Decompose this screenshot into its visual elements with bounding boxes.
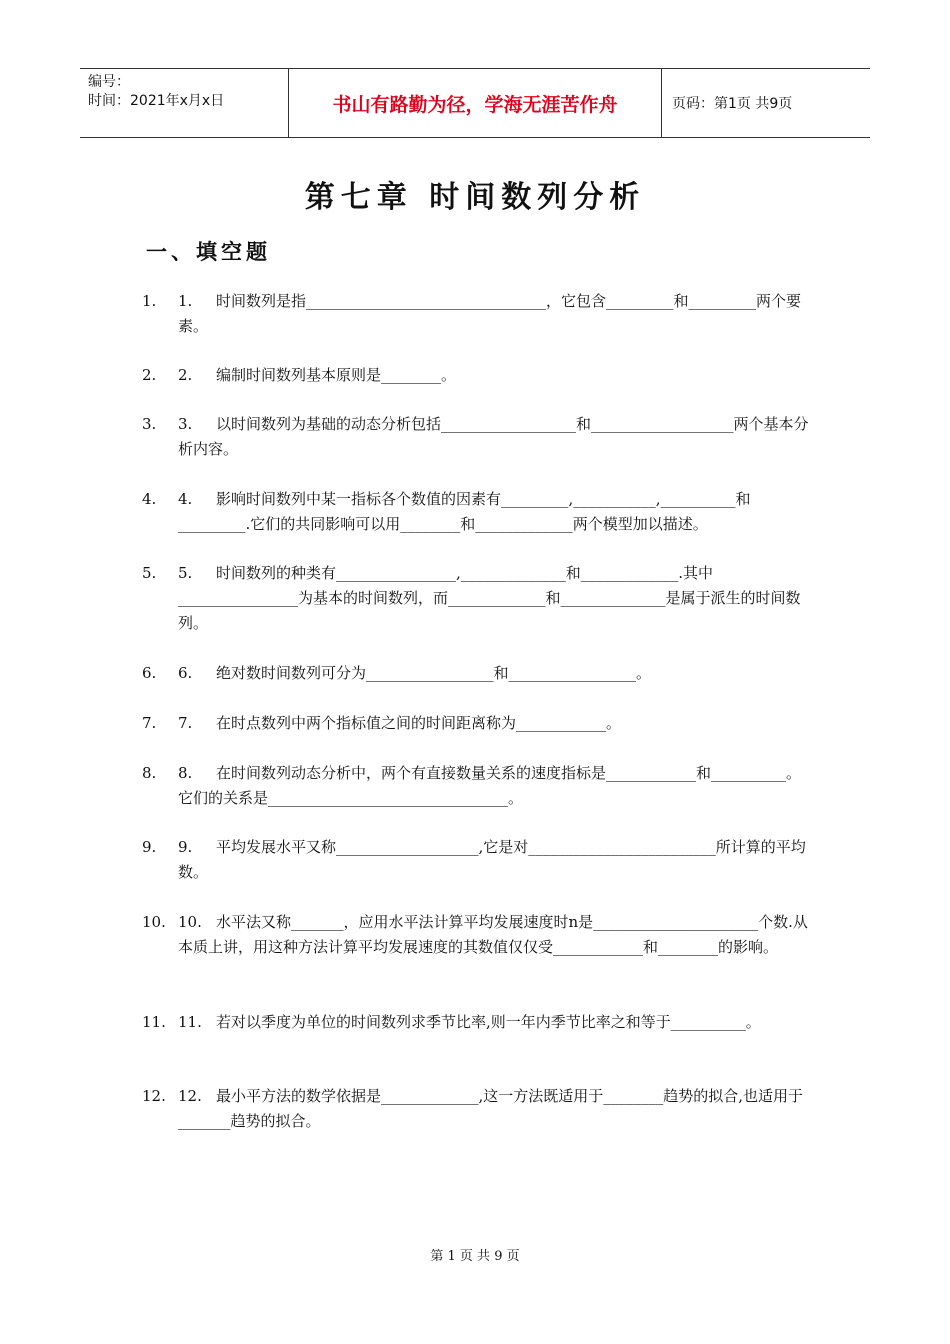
question-number: 11.: [142, 1013, 166, 1031]
question-number: 7.: [142, 714, 157, 732]
question-item: [142, 835, 814, 885]
question-subnumber: 3.: [178, 415, 193, 433]
question-subnumber: 11.: [178, 1013, 202, 1031]
question-number: 12.: [142, 1087, 166, 1105]
question-item: [142, 1010, 814, 1035]
question-item: [142, 412, 814, 462]
question-text: 影响时间数列中某一指标各个数值的因素有_________,___________,__________和_________.它们的共同影响可以用________和_____________两个模型加以描述。: [178, 490, 751, 533]
question-number: 1.: [142, 292, 157, 310]
question-subnumber: 1.: [178, 292, 193, 310]
question-item: [142, 910, 814, 960]
question-item: [142, 487, 814, 537]
question-item: [142, 1084, 814, 1134]
question-text: 编制时间数列基本原则是________。: [216, 366, 457, 384]
question-subnumber: 2.: [178, 366, 193, 384]
question-number: 4.: [142, 490, 157, 508]
question-item: [142, 363, 814, 388]
question-item: [142, 661, 814, 686]
question-text: 绝对数时间数列可分为_________________和_________________。: [216, 664, 652, 682]
question-text: 时间数列的种类有________________,______________和_____________.其中________________为基本的时间数列，而_____________和______________是属于派生的时间数列。: [178, 564, 801, 632]
question-number: 3.: [142, 415, 157, 433]
question-subnumber: 6.: [178, 664, 193, 682]
question-text: 水平法又称_______，应用水平法计算平均发展速度时n是______________________个数.从本质上讲，用这种方法计算平均发展速度的其数值仅仅受____________和________的影响。: [178, 913, 808, 956]
question-subnumber: 5.: [178, 564, 193, 582]
page-header: [80, 68, 870, 138]
question-text: 在时间数列动态分析中，两个有直接数量关系的速度指标是____________和__________。它们的关系是________________________________。: [178, 764, 802, 807]
header-left-cell: [80, 69, 289, 137]
question-text: 平均发展水平又称___________________,它是对_________________________所计算的平均数。: [178, 838, 806, 881]
question-text: 最小平方法的数学依据是_____________,这一方法既适用于________趋势的拟合,也适用于_______趋势的拟合。: [178, 1087, 804, 1130]
motto: 书山有路勤为径，学海无涯苦作舟: [289, 69, 662, 137]
question-number: 9.: [142, 838, 157, 856]
question-subnumber: 10.: [178, 913, 202, 931]
question-subnumber: 7.: [178, 714, 193, 732]
page-footer: 第 1 页 共 9 页: [430, 1249, 520, 1264]
question-item: [142, 761, 814, 811]
question-subnumber: 4.: [178, 490, 193, 508]
question-number: 5.: [142, 564, 157, 582]
section-heading: 一、填空题: [146, 239, 271, 264]
question-text: 若对以季度为单位的时间数列求季节比率,则一年内季节比率之和等于__________。: [216, 1013, 761, 1031]
question-number: 6.: [142, 664, 157, 682]
question-text: 以时间数列为基础的动态分析包括__________________和___________________两个基本分析内容。: [178, 415, 809, 458]
question-number: 10.: [142, 913, 166, 931]
page-info: 页码：第1页 共9页: [672, 96, 793, 112]
chapter-title: 第七章 时间数列分析: [304, 180, 646, 215]
question-text: 时间数列是指________________________________，它包含_________和_________两个要素。: [178, 292, 802, 335]
question-item: [142, 289, 814, 339]
question-number: 2.: [142, 366, 157, 384]
time-label: 时间：2021年x月x日: [88, 93, 225, 109]
question-text: 在时点数列中两个指标值之间的时间距离称为____________。: [216, 714, 622, 732]
question-item: [142, 711, 814, 736]
number-label: 编号：: [88, 74, 130, 90]
question-subnumber: 9.: [178, 838, 193, 856]
question-number: 8.: [142, 764, 157, 782]
question-subnumber: 8.: [178, 764, 193, 782]
question-subnumber: 12.: [178, 1087, 202, 1105]
question-item: [142, 561, 814, 636]
